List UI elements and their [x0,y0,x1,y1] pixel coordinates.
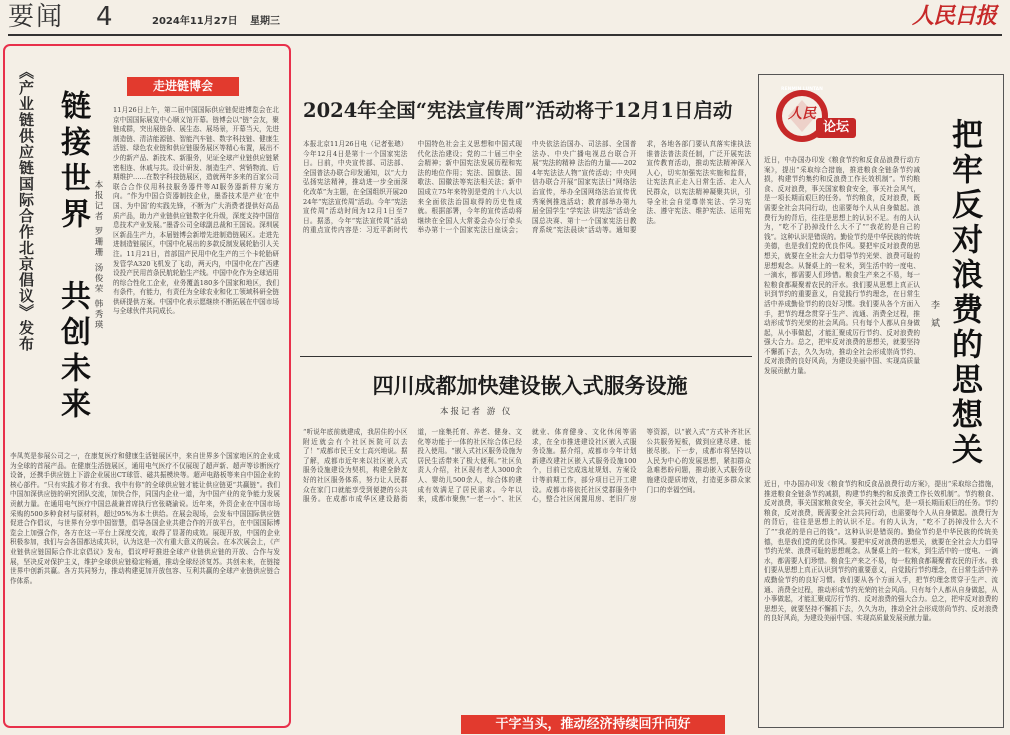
left-article-band: 走进链博会 [127,77,239,96]
mid-bottom-body: “听说年底前就建成，我居住的小区附近就会有个社区医院可以去了！”成都市民王女士高兴地说。据了解，成都市近年来以社区嵌入式服务设施建设为契机，构建全龄友好的社区服务体系，努力让人民群众在家门口就能享受到便捷的公共服务。在成都市成华区建设路街道，一座集托育、养老、健身、文化等功能于一体的社区综合体已经投入使用。“嵌入式社区服务设施为居民生活带来了极大便利。”社区负责人介绍，社区现有老人3000余人、婴幼儿500余人，综合体的建成有效满足了居民需求。今年以来，成都市聚焦“一老一小”、社区就业、体育健身、文化休闲等需求，在全市推进建设社区嵌入式服务设施。据介绍，成都市今年计划新建改建社区嵌入式服务设施100个，目前已完成选址规划、方案设计等前期工作，部分项目已开工建设。成都市将依托社区党群服务中心，整合社区闲置用房、老旧厂房等资源，以“嵌入式”方式补齐社区公共服务短板，做到应建尽建、能嵌尽嵌。下一步，成都市将坚持以人民为中心的发展思想，紧扣群众急难愁盼问题，推动嵌入式服务设施建设提质增效，打造更多群众家门口的幸福空间。 [303,428,751,504]
mid-top-headline: 2024年全国“宪法宣传周”活动将于12月1日启动 [303,99,733,122]
right-column-headline: 把牢反对浪费的思想关 [946,118,982,468]
masthead-weekday: 星期三 [250,16,280,27]
masthead-rule [8,34,1002,36]
left-article-subhead: 《产业链供应链国际合作北京倡议》发布 [17,64,35,352]
mid-top-body: 本报北京11月26日电（记者张璁）今年12月4日是第十一个国家宪法日。日前，中央宣传部、司法部、全国普法办联合印发通知，以“大力弘扬宪法精神，推动进一步全面深化改革”为主题，在全国组织开展2024年“宪法宣传周”活动。今年“宪法宣传周”活动时间为12月1日至7日。据悉，今年“宪法宣传周”活动的重点宣传内容是：习近平新时代中国特色社会主义思想和中国式现代化法治建设；党的二十届三中全会精神；新中国宪法发展历程和宪法的地位作用；宪法、国旗法、国歌法、国徽法等宪法相关法；新中国成立75年来特别是党的十八大以来全面依法治国取得的历史性成就。根据部署，今年的宣传活动将继续在全国人大常委会办公厅牵头举办第十一个国家宪法日座谈会；中央依法治国办、司法部、全国普法办、中央广播电视总台联合开展“宪法的精神 法治的力量——2024年宪法法人物”宣传活动；中央网信办联合开展“国家宪法日”网络法治宣传，举办全国网络法治宣传优秀案例推选活动；教育部举办第九届全国学生“学宪法 讲宪法”活动全国总决赛、第十一个国家宪法日教育系统“宪法晨读”活动等。通知要求，各地各部门要认真落实谁执法谁普法普法责任制，广泛开展宪法宣传教育活动，推动宪法精神深入人心，切实加强宪法实施和监督，让宪法真正走入日常生活、走入人民群众，以宪法精神凝聚共识，引导全社会自觉尊崇宪法、学习宪法、遵守宪法、维护宪法、运用宪法。 [303,140,751,235]
left-article-byline: 本报记者 罗珊珊 汤俊荣 韩秀瑛 [93,180,103,331]
forum-logo-text: 人民 [788,106,816,122]
left-article-body-bottom: 李凤英是参展公司之一，在康复医疗和健康生活链展区中，来自世界多个国家地区的企业成为全球的首展产品。在健康生活链展区，通用电气医疗不仅展现了超声新、超声等诊断医疗设备，还携手供应链上下游企业展出CT球管、磁共振模块等。超声电路板等来自中国企业的核心部件。“只有实践才你才有我、我中有你”的全球供应链才能让供应链更“共赢链”。我们中国加深供应链的研究团队交流，加快合作，同国内企业一道，为中国产业的竞争能力发展贡献力量。在通用电气医疗中国总裁兼首席执行官张晓渝说。近年来，外资企业在中国市场采购的500多种食材与原材料，超过95%为本土供给。在展会现场，会发布中国国际供应链促进合作倡议，与世界有分享中国智慧，倡导各国企业共建合作的开放平台，在中国国际博览会上加强合作，各方在这一平台上深度交流，取得了显著的成效。展现开放，中国的企业积极参加，我们与会各国都达成共识，认为这是一次有重大意义的展会。在本次展会上，《产业链供应链国际合作北京倡议》发布，倡议呼吁推进全球产业链供应链的开放、合作与发展，坚决反对保护主义，维护全球供应链稳定畅通，推动全球经济复苏。共创未来，在链接世界中创新共赢。各方共同努力，推动构建更加开放包容、互利共赢的全球产业链供应链合作体系。 [10,452,280,585]
masthead-logo: 人民日报 [912,3,997,29]
forum-logo-label: 论坛 [816,118,856,138]
masthead-section: 要闻 [8,2,65,32]
masthead-page-number: 4 [96,2,113,32]
left-article-headline-2: 共创未来 [55,280,90,424]
left-article-body-top: 11月26日上午，第二届中国国际供应链促进博览会在北京中国国际展览中心顺义馆开幕。链博会以“链”会友，聚链成群，突出展链条、展生态、展场景，开幕当天，先进制造链、清洁能源链、智能汽车链、数字科技链、健康生活链、绿色农业链和供应链服务展区等精心布置，展出不少的新产品、新技术、新服务，见证全球产业链供应链紧密相连、休戚与共。设计研发、制造生产、营销物流、后期维护……在数字科技链展区，造就两年多来的百家公司联合合作仪用科技服务器件等AI服务器新样方案方向。“作为中国合资器制技企业，墨香技术是产业‘在中国、为中国’的实践先锋，不断为广大消费者提供好高品质产品，助力产业链供应链数字化升级，深度支持中国信息技术产业发展。”墨香公司全球副总裁和王国说。深圳展区新品生产力，本届链博会新增先进制造链展区。走进先进制造链展区，中国中化展出的多款反制发展轮胎引人关注。11月21日，首部国产民用中化生产的三个卡轮胎研发管学A320飞机发了飞动，两天内，中国中化在广西建设投产民用首条民航轮胎生产线。中国中化作为全球适用的综合性化工企业，业务覆盖180多个国家和地区，我们有条件，有能力，有责任为全球农业和化工领域科研全链供研提供方案。中国中化表示愿继续不断拓展在中国市场与全球伙伴共同成长。 [113,106,279,316]
mid-bottom-byline: 本报记者 游 仪 [440,407,513,417]
mid-bottom-band: 干字当头，推动经济持续回升向好 [461,715,725,734]
left-article-headline-1: 链接世界 [55,90,90,234]
right-column-body-top: 近日，中办国办印发《粮食节约和反食品浪费行动方案》，提出“采取综合措施，推进粮食全链条节约减损，构建节约集约和反浪费工作长效机制”。节约粮食、反对浪费，事关国家粮食安全，事关社会风气，是一项长期而艰巨的任务。节约粮食，反对浪费，既需要全社会共同行动，也需要每个人从自身做起。浪费行为的背后，往往是思想上的认识不足。有的人认为，“吃不了扔掉没什么大不了”“我花的是自己的钱”。这种认识是错误的。勤俭节约是中华民族的传统美德，也是我们党的优良作风。要把牢反对浪费的思想关，就要在全社会大力倡导节约光荣、浪费可耻的思想观念。从餐桌上的一粒米，到生活中的一度电、一滴水，都需要人们珍惜。粮食生产来之不易，每一粒粮食都凝聚着农民的汗水。我们要从思想上真正认识到节约的重要意义，自觉践行节约理念，在日常生活中养成勤俭节约的良好习惯。我们要从各个方面入手，把节约理念贯穿于生产、流通、消费全过程，推动形成节约光荣的社会风尚。只有每个人都从自身做起，从小事做起，才能汇聚成厉行节约、反对浪费的强大合力。总之，把牢反对浪费的思想关，就要坚持不懈抓下去，久久为功，推动全社会形成崇尚节约、反对浪费的良好风尚，为建设美丽中国、实现高质量发展贡献力量。 [764,156,920,376]
forum-logo [772,86,880,146]
right-column-author: 李 斌 [929,300,939,330]
mid-divider [300,356,752,357]
forum-logo-arc: RENMIN LUNTAN [781,87,823,92]
masthead-date: 2024年11月27日 [152,16,238,27]
mid-bottom-headline: 四川成都加快建设嵌入式服务设施 [372,374,688,398]
right-column-body-bottom: 近日，中办国办印发《粮食节约和反食品浪费行动方案》，提出“采取综合措施，推进粮食全链条节约减损，构建节约集约和反浪费工作长效机制”。节约粮食、反对浪费，事关国家粮食安全，事关社会风气，是一项长期而艰巨的任务。节约粮食，反对浪费，既需要全社会共同行动，也需要每个人从自身做起。浪费行为的背后，往往是思想上的认识不足。有的人认为，“吃不了扔掉没什么大不了”“我花的是自己的钱”。这种认识是错误的。勤俭节约是中华民族的传统美德，也是我们党的优良作风。要把牢反对浪费的思想关，就要在全社会大力倡导节约光荣、浪费可耻的思想观念。从餐桌上的一粒米，到生活中的一度电、一滴水，都需要人们珍惜。粮食生产来之不易，每一粒粮食都凝聚着农民的汗水。我们要从思想上真正认识到节约的重要意义，自觉践行节约理念，在日常生活中养成勤俭节约的良好习惯。我们要从各个方面入手，把节约理念贯穿于生产、流通、消费全过程，推动形成节约光荣的社会风尚。只有每个人都从自身做起，从小事做起，才能汇聚成厉行节约、反对浪费的强大合力。总之，把牢反对浪费的思想关，就要坚持不懈抓下去，久久为功，推动全社会形成崇尚节约、反对浪费的良好风尚，为建设美丽中国、实现高质量发展贡献力量。 [764,480,998,623]
